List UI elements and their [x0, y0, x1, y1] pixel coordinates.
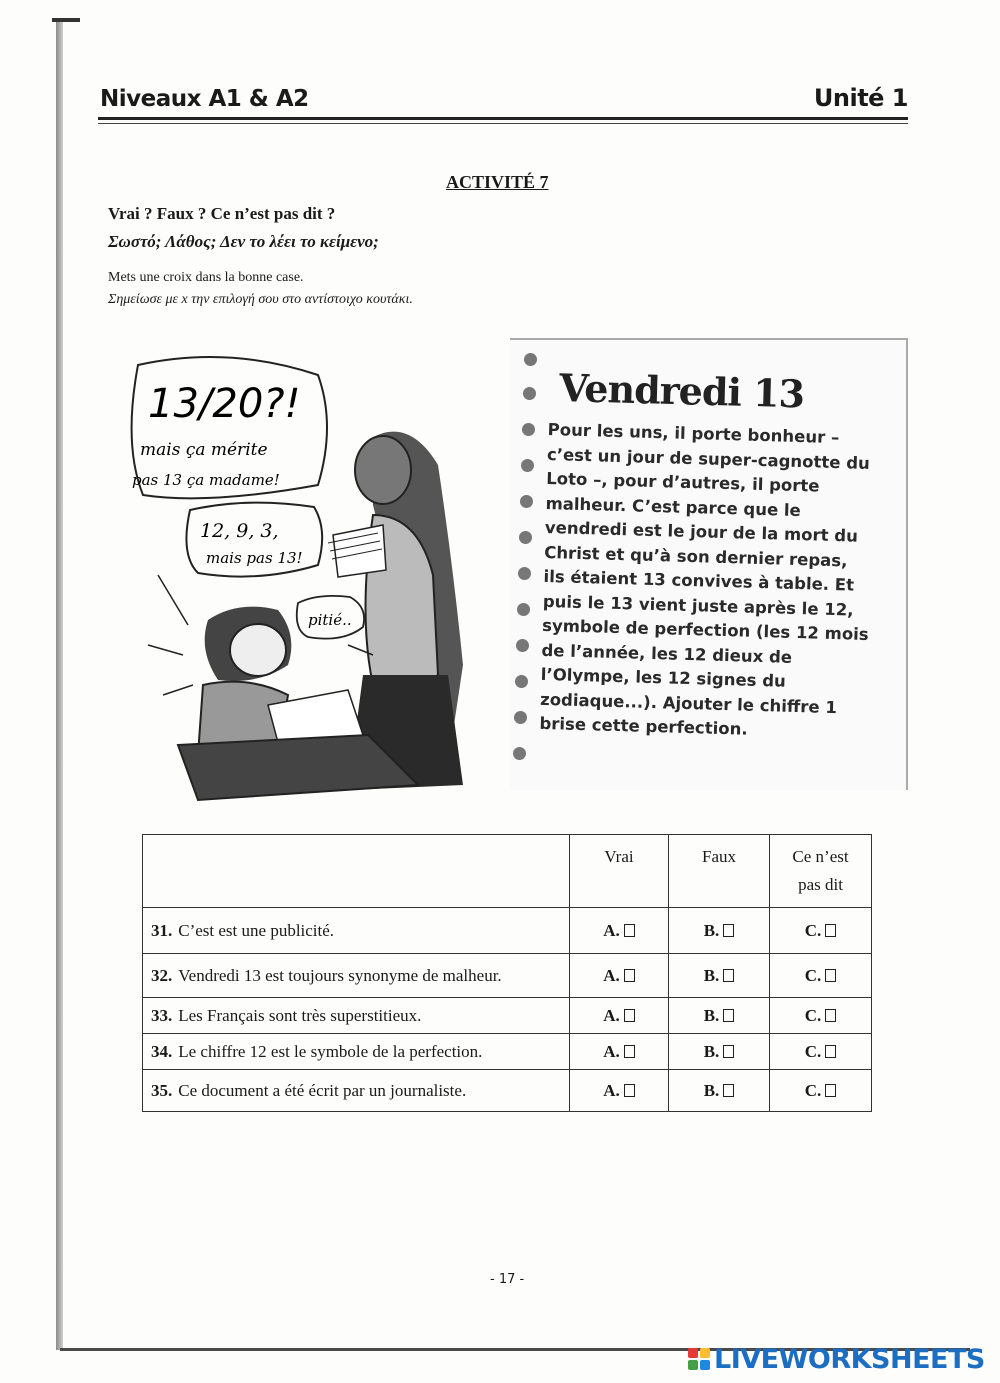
brand-name: LIVEWORKSHEETS: [714, 1343, 985, 1375]
option-label: A.: [603, 1080, 620, 1100]
header-cnd-line-1: Ce n’est: [792, 847, 849, 866]
bubble2-line-1: 12, 9, 3,: [200, 520, 279, 542]
checkbox-icon[interactable]: [723, 1009, 734, 1022]
option-label: C.: [804, 1080, 822, 1100]
binding-top-mark: [52, 18, 80, 22]
teacher-head: [355, 436, 411, 504]
statement-number: 33.: [151, 1005, 173, 1025]
option-label: B.: [703, 965, 720, 985]
header-ce-nest-pas-dit: [770, 835, 872, 908]
option-c-pas-dit[interactable]: [770, 1070, 872, 1112]
statement-cell: [143, 954, 570, 998]
article-title: Vendredi 13: [558, 365, 805, 417]
option-label: B.: [703, 920, 720, 940]
option-label: C.: [804, 1041, 822, 1061]
statement-cell: [143, 998, 570, 1034]
checkbox-icon[interactable]: [624, 924, 635, 937]
option-a-vrai[interactable]: [570, 1070, 669, 1112]
ring-icon: [516, 639, 529, 652]
option-label: B.: [703, 1041, 720, 1061]
checkbox-icon[interactable]: [825, 924, 836, 937]
bubble2-line-2: mais pas 13!: [206, 549, 303, 567]
option-b-faux[interactable]: [669, 1070, 770, 1112]
bubble3-text: pitié..: [308, 611, 352, 629]
option-b-faux[interactable]: [669, 1034, 770, 1070]
logo-square: [700, 1348, 710, 1358]
statement-text: Le chiffre 12 est le symbole de la perfection.: [178, 1041, 483, 1061]
ring-icon: [518, 567, 531, 580]
option-label: B.: [703, 1080, 720, 1100]
page-number: - 17 -: [490, 1272, 525, 1287]
statement-number: 35.: [151, 1080, 173, 1100]
ring-icon: [515, 675, 528, 688]
checkbox-icon[interactable]: [624, 1084, 635, 1097]
statement-cell: [143, 1034, 570, 1070]
option-a-vrai[interactable]: [570, 998, 669, 1034]
logo-square: [688, 1348, 698, 1358]
option-c-pas-dit[interactable]: [770, 998, 872, 1034]
option-label: A.: [603, 1005, 620, 1025]
header-faux: Faux: [669, 835, 770, 908]
table-row: [143, 954, 872, 998]
question-greek: Σωστό; Λάθος; Δεν το λέει το κείμενο;: [108, 232, 379, 251]
option-c-pas-dit[interactable]: [770, 954, 872, 998]
answer-table: [142, 834, 872, 1112]
option-b-faux[interactable]: [669, 908, 770, 954]
checkbox-icon[interactable]: [723, 1084, 734, 1097]
bubble-grade-text: 13/20?!: [148, 381, 301, 427]
checkbox-icon[interactable]: [624, 1009, 635, 1022]
checkbox-icon[interactable]: [825, 969, 836, 982]
checkbox-icon[interactable]: [825, 1084, 836, 1097]
ring-icon: [513, 747, 526, 760]
statement-number: 34.: [151, 1041, 173, 1061]
header-vrai: Vrai: [570, 835, 669, 908]
statement-text: Les Français sont très superstitieux.: [178, 1005, 422, 1025]
ring-icon: [514, 711, 527, 724]
checkbox-icon[interactable]: [825, 1045, 836, 1058]
checkbox-icon[interactable]: [723, 1045, 734, 1058]
table-row: [143, 1070, 872, 1112]
teacher-papers: [333, 525, 386, 577]
statement-text: Vendredi 13 est toujours synonyme de malheur.: [178, 965, 502, 985]
option-label: A.: [603, 965, 620, 985]
article-body: Pour les uns, il porte bonheur – c’est un jour de super-cagnotte du Loto –, pour d’autres, il porte malheur. C’est parce que le vendredi est le jour de la mort du Christ et qu’à son dernier repas, ils étaient 13 convives à table. Et puis le 13 vient juste après le 12, symbole de perfection (les 12 mois de l’année, les 12 dieux de l’Olympe, les 12 signes du zodiaque...). Ajouter le chiffre 1 brise cette perfection.: [539, 419, 871, 739]
checkbox-icon[interactable]: [624, 969, 635, 982]
option-c-pas-dit[interactable]: [770, 908, 872, 954]
logo-square: [700, 1360, 710, 1370]
bubble-line-2: pas 13 ça madame!: [132, 471, 280, 489]
option-label: B.: [703, 1005, 720, 1025]
notebook-rings: [510, 345, 540, 765]
option-label: A.: [603, 1041, 620, 1061]
statement-number: 32.: [151, 965, 173, 985]
question-french: Vrai ? Faux ? Ce n’est pas dit ?: [108, 204, 336, 223]
instruction-greek: Σημείωσε με x την επιλογή σου στο αντίστοιχο κουτάκι.: [108, 292, 413, 307]
instruction-french: Mets une croix dans la bonne case.: [108, 270, 304, 285]
ring-icon: [519, 531, 532, 544]
page-binding-edge: [56, 20, 63, 1350]
table-header-row: [143, 835, 872, 908]
statement-text: C’est est une publicité.: [178, 920, 335, 940]
ring-icon: [523, 387, 536, 400]
table-row: [143, 1034, 872, 1070]
ring-icon: [522, 423, 535, 436]
option-label: A.: [603, 920, 620, 940]
header-rule: [98, 117, 908, 120]
statement-cell: [143, 908, 570, 954]
option-label: C.: [804, 1005, 822, 1025]
option-c-pas-dit[interactable]: [770, 1034, 872, 1070]
statement-cell: [143, 1070, 570, 1112]
checkbox-icon[interactable]: [723, 924, 734, 937]
classroom-cartoon: [118, 345, 478, 805]
ring-icon: [520, 495, 533, 508]
unit-heading: Unité 1: [813, 84, 908, 112]
option-a-vrai[interactable]: [570, 954, 669, 998]
header-rule-thin: [98, 123, 908, 124]
checkbox-icon[interactable]: [723, 969, 734, 982]
table-row: [143, 908, 872, 954]
liveworksheets-brand[interactable]: [688, 1342, 985, 1376]
student-face: [230, 624, 286, 676]
checkbox-icon[interactable]: [624, 1045, 635, 1058]
option-a-vrai[interactable]: [570, 1034, 669, 1070]
bubble-line-1: mais ça mérite: [140, 440, 268, 460]
header-cnd-line-2: pas dit: [798, 875, 843, 894]
option-b-faux[interactable]: [669, 998, 770, 1034]
ring-icon: [517, 603, 530, 616]
activity-title: ACTIVITÉ 7: [446, 172, 549, 192]
logo-square: [688, 1360, 698, 1370]
statement-text: Ce document a été écrit par un journaliste.: [178, 1080, 467, 1100]
header-empty-cell: [143, 835, 570, 908]
option-label: C.: [804, 965, 822, 985]
liveworksheets-logo-icon: [688, 1348, 710, 1370]
statement-number: 31.: [151, 920, 173, 940]
checkbox-icon[interactable]: [825, 1009, 836, 1022]
option-label: C.: [804, 920, 822, 940]
table-row: [143, 998, 872, 1034]
level-heading: Niveaux A1 & A2: [100, 86, 309, 112]
ring-icon: [524, 353, 537, 366]
ring-icon: [521, 459, 534, 472]
option-a-vrai[interactable]: [570, 908, 669, 954]
option-b-faux[interactable]: [669, 954, 770, 998]
